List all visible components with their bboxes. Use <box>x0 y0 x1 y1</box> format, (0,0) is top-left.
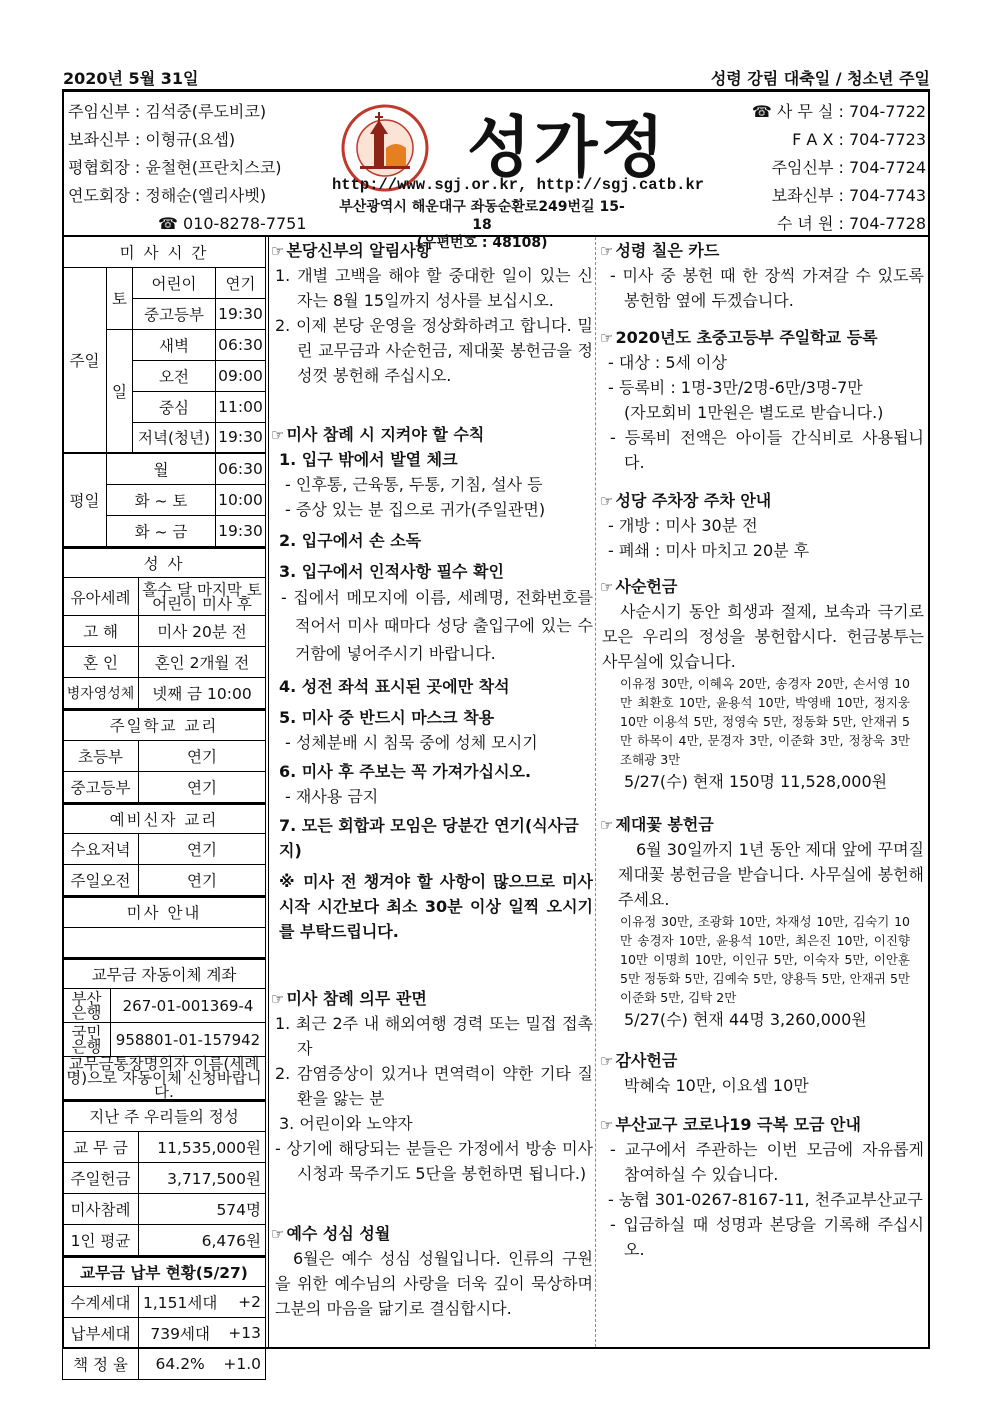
saturday-label: 토 <box>107 267 133 329</box>
pointing-hand-icon: ☞ <box>600 816 614 834</box>
mass-time: 11:00 <box>216 391 266 422</box>
auto-transfer-note: 교무금통장명의자 이름(세례명)으로 자동이체 신청바랍니다. <box>63 1057 266 1100</box>
section-title: 성령 칠은 카드 <box>615 241 720 260</box>
school-status: 연기 <box>139 740 266 771</box>
left-sidebar <box>62 237 266 1380</box>
school-status: 연기 <box>139 771 266 802</box>
covid-fundraising <box>600 1113 924 1262</box>
offering-amount: 3,717,500원 <box>139 1162 266 1193</box>
pointing-hand-icon: ☞ <box>600 1116 614 1134</box>
mass-rules <box>271 423 593 944</box>
weekday-name: 월 <box>107 453 216 484</box>
section-title: 미사 참례 의무 관면 <box>286 989 427 1008</box>
auto-transfer-title: 교무금 자동이체 계좌 <box>63 959 266 989</box>
staff-line: 주임신부 : 김석중(루도비코) <box>68 102 267 121</box>
dues-table <box>62 1256 266 1381</box>
mass-name: 어린이 <box>133 267 216 298</box>
duty-item: 3. 어린이와 노약자 <box>279 1114 413 1133</box>
sunday-school-table <box>62 709 266 803</box>
contact-line: 주임신부 : 704-7724 <box>771 158 926 177</box>
pointing-hand-icon: ☞ <box>271 242 285 260</box>
dues-change: +2 <box>221 1287 265 1318</box>
offering-name: 미사참례 <box>63 1193 139 1224</box>
mass-name: 새벽 <box>133 329 216 360</box>
covid-item: - 교구에서 주관하는 이번 모금에 자유롭게 참여하실 수 있습니다. <box>610 1140 924 1184</box>
rule-detail: - 성체분배 시 침묵 중에 성체 모시기 <box>285 733 538 752</box>
bulletin-brand: 성가정 <box>467 109 668 186</box>
mass-times-table <box>62 237 266 547</box>
parking-info <box>600 489 924 563</box>
mass-name: 중심 <box>133 391 216 422</box>
section-title: 본당신부의 알림사항 <box>286 241 432 260</box>
sacrament-info: 혼인 2개월 전 <box>139 647 266 678</box>
notice-item: 1. 개별 고백을 해야 할 중대한 일이 있는 신자는 8월 15일까지 성사를 보십시오. <box>275 266 593 310</box>
contact-line: F A X : 704-7723 <box>792 130 926 149</box>
offering-amount: 6,476원 <box>139 1224 266 1255</box>
staff-line: 보좌신부 : 이형규(요셉) <box>68 130 236 149</box>
school-item: - 등록비 전액은 아이들 간식비로 사용됩니다. <box>610 428 924 472</box>
dues-value: 739세대 <box>139 1318 222 1349</box>
school-item: - 등록비 : 1명-3만/2명-6만/3명-7만 <box>608 378 863 397</box>
sacraments-title: 성 사 <box>63 548 266 578</box>
lent-total: 5/27(수) 현재 150명 11,528,000원 <box>624 772 888 791</box>
section-title: 사순헌금 <box>615 577 678 596</box>
right-column <box>598 237 928 1347</box>
catechumen-slot: 수요저녁 <box>63 834 139 865</box>
parking-item: - 폐쇄 : 미사 마치고 20분 후 <box>608 541 810 560</box>
sunday-label: 주일 <box>63 267 107 453</box>
catechumen-status: 연기 <box>139 834 266 865</box>
website-link[interactable]: http://www.sgj.or.kr, http://sgj.catb.kr <box>332 176 705 194</box>
sacrament-name: 유아세례 <box>63 578 139 616</box>
pointing-hand-icon: ☞ <box>271 426 285 444</box>
weekday-time: 10:00 <box>216 484 266 515</box>
covid-item: - 농협 301-0267-8167-11, 천주교부산교구 <box>608 1190 923 1209</box>
covid-item: - 입금하실 때 성명과 본당을 기록해 주십시오. <box>610 1215 924 1259</box>
dues-value: 1,151세대 <box>139 1287 222 1318</box>
lenten-offering <box>600 575 924 794</box>
flower-donors: 이유정 30만, 조광화 10만, 차재성 10만, 김숙기 10만 송경자 10만, 윤용석 10만, 최은진 10만, 이진향 10만 이명희 10만, 이인규 5만, 이숙자 5만, 이안훈 5만 정동화 5만, 김예숙 5만, 양용득 5만, 안재귀 5만 이준화 5만, 김탁 2만 <box>620 914 910 1005</box>
middle-column <box>268 237 596 1347</box>
mass-guide-title: 미사 안내 <box>63 897 266 927</box>
rule-item: 3. 입구에서 인적사항 필수 확인 <box>279 562 504 581</box>
sacrament-name: 병자영성체 <box>63 678 139 709</box>
offering-amount: 574명 <box>139 1193 266 1224</box>
postcode: (우편번호 : 48108) <box>416 235 548 251</box>
school-item: - 대상 : 5세 이상 <box>608 353 727 372</box>
weekday-time: 06:30 <box>216 453 266 484</box>
sacraments-table <box>62 547 266 710</box>
altar-flower-offering <box>600 813 924 1032</box>
weekday-label: 평일 <box>63 453 107 546</box>
bank-account: 267-01-001369-4 <box>111 989 266 1023</box>
catechumen-title: 예비신자 교리 <box>63 804 266 834</box>
weekday-name: 화 ~ 토 <box>107 484 216 515</box>
offering-name: 교 무 금 <box>63 1131 139 1162</box>
rule-item: 7. 모든 회합과 모임은 당분간 연기(식사금지) <box>279 816 579 860</box>
school-group: 중고등부 <box>63 771 139 802</box>
staff-phone: ☎ 010-8278-7751 <box>158 214 307 233</box>
thanksgiving-offering <box>600 1049 924 1098</box>
pointing-hand-icon: ☞ <box>600 242 614 260</box>
mass-time: 연기 <box>216 267 266 298</box>
dues-change: +1.0 <box>221 1349 265 1380</box>
pointing-hand-icon: ☞ <box>271 990 285 1008</box>
dues-title: 교무금 납부 현황(5/27) <box>63 1257 266 1287</box>
mass-name: 오전 <box>133 360 216 391</box>
lent-donors: 이유정 30만, 이혜옥 20만, 송경자 20만, 손서영 10만 최환호 10만, 윤용석 10만, 박영배 10만, 정지웅 10만 이용석 5만, 정영숙 5만, 정동화 5만, 안재귀 5만 하목이 4만, 문경자 3만, 이준화 3만, 정창욱 3만 조해광 3만 <box>620 676 910 767</box>
rule-detail: - 집에서 메모지에 이름, 세례명, 전화번호를 적어서 미사 때마다 성당 출입구에 있는 수거함에 넣어주시기 바랍니다. <box>281 588 593 663</box>
sacrament-info: 넷째 금 10:00 <box>139 678 266 709</box>
section-title: 제대꽃 봉헌금 <box>615 815 714 834</box>
section-title: 미사 참례 시 지켜야 할 수칙 <box>286 425 485 444</box>
offerings-title: 지난 주 우리들의 정성 <box>63 1101 266 1131</box>
school-item: (자모회비 1만원은 별도로 받습니다.) <box>624 403 884 422</box>
school-registration <box>600 326 924 475</box>
mass-time: 19:30 <box>216 298 266 329</box>
sacrament-info: 미사 20분 전 <box>139 616 266 647</box>
date: 2020년 5월 31일 <box>63 69 199 88</box>
mass-guide-body <box>63 927 266 957</box>
parking-item: - 개방 : 미사 30분 전 <box>608 516 758 535</box>
rule-item: 6. 미사 후 주보는 꼭 가져가십시오. <box>279 762 532 781</box>
pointing-hand-icon: ☞ <box>600 578 614 596</box>
offering-amount: 11,535,000원 <box>139 1131 266 1162</box>
notice-item: 2. 이제 본당 운영을 정상화하려고 합니다. 밀린 교무금과 사순헌금, 제대꽃 봉헌금을 정성껏 봉헌해 주십시오. <box>275 316 593 385</box>
rule-item: 4. 성전 좌석 표시된 곳에만 착석 <box>279 677 510 696</box>
pointing-hand-icon: ☞ <box>600 1052 614 1070</box>
lent-text: 사순시기 동안 희생과 절제, 보속과 극기로 모은 우리의 정성을 봉헌합시다. 헌금봉투는 사무실에 있습니다. <box>602 602 924 671</box>
contact-line: 보좌신부 : 704-7743 <box>771 186 926 205</box>
contact-line: ☎ 사 무 실 : 704-7722 <box>751 102 926 121</box>
offering-name: 주일헌금 <box>63 1162 139 1193</box>
dues-value: 64.2% <box>139 1349 222 1380</box>
offering-name: 1인 평균 <box>63 1224 139 1255</box>
obligation-dispensation <box>271 987 593 1186</box>
pointing-hand-icon: ☞ <box>271 1225 285 1243</box>
section-title: 부산교구 코로나19 극복 모금 안내 <box>615 1115 861 1134</box>
staff-line: 연도회장 : 정해순(엘리사벳) <box>68 186 267 205</box>
section-title: 2020년도 초중고등부 주일학교 등록 <box>615 328 878 347</box>
flower-total: 5/27(수) 현재 44명 3,260,000원 <box>624 1010 867 1029</box>
dues-change: +13 <box>221 1318 265 1349</box>
catechumen-status: 연기 <box>139 865 266 896</box>
rule-item: 5. 미사 중 반드시 마스크 착용 <box>279 708 495 727</box>
pointing-hand-icon: ☞ <box>600 329 614 347</box>
mass-guide-table <box>62 896 266 958</box>
card-text: - 미사 중 봉헌 때 한 장씩 가져갈 수 있도록 봉헌함 옆에 두겠습니다. <box>610 266 924 310</box>
staff-line: 평협회장 : 윤철현(프란치스코) <box>68 158 282 177</box>
sacrament-info: 홀수 달 마지막 토 어린이 미사 후 <box>139 578 266 616</box>
auto-transfer-table <box>62 958 266 1101</box>
rule-detail: - 인후통, 근육통, 두통, 기침, 설사 등 <box>285 475 543 494</box>
offerings-table <box>62 1100 266 1256</box>
sunday-day-label: 일 <box>107 329 133 453</box>
contact-line: 수 녀 원 : 704-7728 <box>776 214 926 233</box>
rule-item: 2. 입구에서 손 소독 <box>279 531 422 550</box>
holy-spirit-card <box>600 239 924 313</box>
bank-name: 부산 은행 <box>63 989 111 1023</box>
bank-account: 958801-01-157942 <box>111 1023 266 1057</box>
pastor-notice <box>271 239 593 388</box>
sacrament-name: 혼 인 <box>63 647 139 678</box>
sacrament-name: 고 해 <box>63 616 139 647</box>
weekday-time: 19:30 <box>216 515 266 546</box>
flower-text: 6월 30일까지 1년 동안 제대 앞에 꾸며질 제대꽃 봉헌금을 받습니다. 사무실에 봉헌해 주세요. <box>618 840 924 909</box>
rule-detail: - 재사용 금지 <box>285 787 379 806</box>
rule-warning: ※ 미사 전 챙겨야 할 사항이 많으므로 미사 시작 시간보다 최소 30분 이상 일찍 오시기를 부탁드립니다. <box>279 872 593 941</box>
rule-item: 1. 입구 밖에서 발열 체크 <box>279 450 458 469</box>
sacred-heart-month <box>271 1222 593 1321</box>
duty-item: 1. 최근 2주 내 해외여행 경력 또는 밀접 접촉자 <box>275 1014 593 1058</box>
dues-label: 수계세대 <box>63 1287 139 1318</box>
duty-item: - 상기에 해당되는 분들은 가정에서 방송 미사 시청과 묵주기도 5단을 봉헌하면 됩니다.) <box>275 1139 593 1183</box>
bank-name: 국민 은행 <box>63 1023 111 1057</box>
duty-item: 2. 감염증상이 있거나 면역력이 약한 기타 질환을 앓는 분 <box>275 1064 593 1108</box>
contact-list <box>752 98 926 238</box>
thanks-text: 박혜숙 10만, 이요셉 10만 <box>624 1076 809 1095</box>
section-title: 예수 성심 성월 <box>286 1224 391 1243</box>
school-group: 초등부 <box>63 740 139 771</box>
mass-time: 09:00 <box>216 360 266 391</box>
mass-times-title: 미 사 시 간 <box>63 237 266 267</box>
mass-name: 저녁(청년) <box>133 422 216 453</box>
dues-label: 책 정 율 <box>63 1349 139 1380</box>
section-title: 감사헌금 <box>615 1051 678 1070</box>
feast-title: 성령 강림 대축일 / 청소년 주일 <box>710 69 930 88</box>
sunday-school-title: 주일학교 교리 <box>63 710 266 740</box>
catechumen-table <box>62 803 266 897</box>
staff-list <box>68 98 307 238</box>
mass-name: 중고등부 <box>133 298 216 329</box>
rule-detail: - 증상 있는 분 집으로 귀가(주일관면) <box>285 500 546 519</box>
sacred-heart-text: 6월은 예수 성심 성월입니다. 인류의 구원을 위한 예수님의 사랑을 더욱 깊이 묵상하며 그분의 마음을 닮기로 결심합시다. <box>275 1249 593 1318</box>
weekday-name: 화 ~ 금 <box>107 515 216 546</box>
dues-label: 납부세대 <box>63 1318 139 1349</box>
mass-time: 19:30 <box>216 422 266 453</box>
address-line: 부산광역시 해운대구 좌동순환로249번길 15-18 <box>339 199 625 233</box>
pointing-hand-icon: ☞ <box>600 492 614 510</box>
mass-time: 06:30 <box>216 329 266 360</box>
catechumen-slot: 주일오전 <box>63 865 139 896</box>
section-title: 성당 주차장 주차 안내 <box>615 491 772 510</box>
